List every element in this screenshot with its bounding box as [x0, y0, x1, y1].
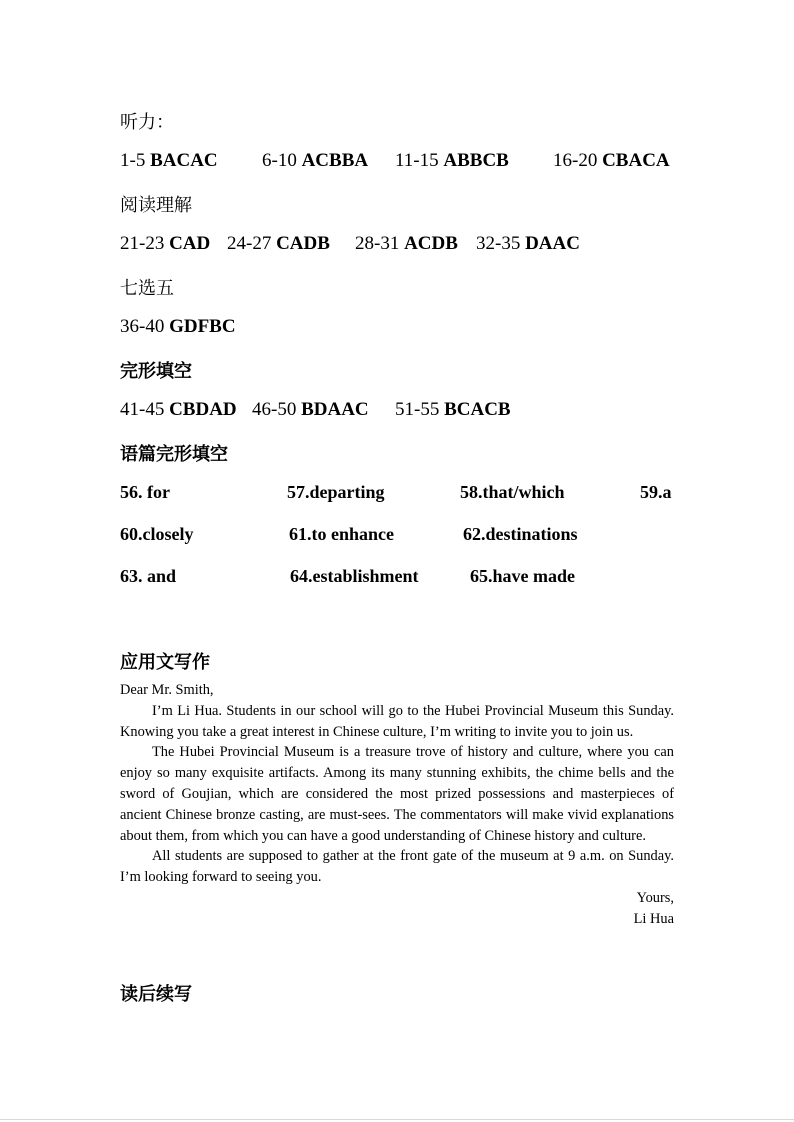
grammar-answer: 64.establishment — [290, 566, 419, 586]
grammar-fill-heading: 语篇完形填空 — [120, 444, 228, 465]
answer-group — [553, 150, 670, 172]
answer-range: 41-45 — [120, 399, 165, 420]
letter-paragraph: All students are supposed to gather at the front gate of the museum at 9 a.m. on Sunday. I’m looking forward to seeing you. — [120, 848, 674, 886]
answer-range: 16-20 — [553, 150, 598, 171]
page-edge-divider — [0, 1119, 794, 1120]
answer-group — [120, 150, 218, 172]
answer-group — [395, 150, 509, 172]
answer-letters: ACBBA — [301, 150, 369, 171]
answer-group — [476, 233, 580, 255]
answer-group — [252, 399, 369, 421]
answer-letters: GDFBC — [169, 316, 236, 337]
answer-group — [395, 399, 511, 421]
answer-range: 24-27 — [227, 233, 272, 254]
letter-closing: Yours, — [636, 889, 674, 906]
answer-letters: CBDAD — [169, 399, 237, 420]
answer-group — [120, 233, 210, 255]
seven-choose-five-heading: 七选五 — [120, 278, 174, 299]
answer-range: 32-35 — [476, 233, 521, 254]
answer-letters: BDAAC — [301, 399, 369, 420]
grammar-answer: 56. for — [120, 482, 170, 502]
answer-group — [355, 233, 458, 255]
answer-letters: CBACA — [602, 150, 670, 171]
answer-range: 6-10 — [262, 150, 297, 171]
answer-range: 28-31 — [355, 233, 400, 254]
answer-range: 36-40 — [120, 316, 165, 337]
letter — [120, 680, 674, 930]
grammar-answer: 59.a — [640, 482, 672, 502]
writing-heading: 应用文写作 — [120, 652, 210, 673]
grammar-answer: 58.that/which — [460, 482, 565, 502]
reading-heading: 阅读理解 — [120, 195, 192, 216]
answer-range: 46-50 — [252, 399, 297, 420]
answer-letters: CAD — [169, 233, 211, 254]
letter-signature: Li Hua — [633, 910, 674, 927]
answer-group — [262, 150, 368, 172]
letter-paragraph: I’m Li Hua. Students in our school will go to the Hubei Provincial Museum this Sunday. Knowing you take a great interest in Chinese culture, I’m writing to invite you to join us. — [120, 702, 674, 740]
answer-range: 1-5 — [120, 150, 146, 171]
answer-range: 21-23 — [120, 233, 165, 254]
letter-salutation: Dear Mr. Smith, — [120, 682, 214, 698]
grammar-answer: 57.departing — [287, 482, 385, 502]
answer-range: 11-15 — [395, 150, 439, 171]
answer-letters: ACDB — [404, 233, 458, 254]
answer-letters: ABBCB — [443, 150, 509, 171]
answer-letters: DAAC — [525, 233, 580, 254]
grammar-answer: 60.closely — [120, 524, 194, 544]
grammar-answer: 62.destinations — [463, 524, 578, 544]
answer-letters: CADB — [276, 233, 330, 254]
answer-group — [227, 233, 330, 255]
answer-group — [120, 399, 237, 421]
grammar-answer: 61.to enhance — [289, 524, 394, 544]
answer-letters: BCACB — [444, 399, 511, 420]
answer-range: 51-55 — [395, 399, 440, 420]
grammar-answer: 63. and — [120, 566, 177, 586]
letter-paragraph: The Hubei Provincial Museum is a treasure trove of history and culture, where you can enjoy so many exquisite artifacts. Among its many stunning exhibits, the chime bells and the sword of Goujian, which are considered the most prized possessions and masterpieces of ancient Chinese bronze casting, are must-sees. The commentators will make vivid explanations about them, from which you can have a good understanding of Chinese history and culture. — [120, 744, 674, 844]
cloze-heading: 完形填空 — [120, 361, 192, 382]
answer-group — [120, 316, 236, 338]
listening-heading: 听力： — [120, 112, 174, 133]
answer-letters: BACAC — [150, 150, 218, 171]
continuation-heading: 读后续写 — [120, 984, 192, 1005]
grammar-answer: 65.have made — [470, 566, 575, 586]
